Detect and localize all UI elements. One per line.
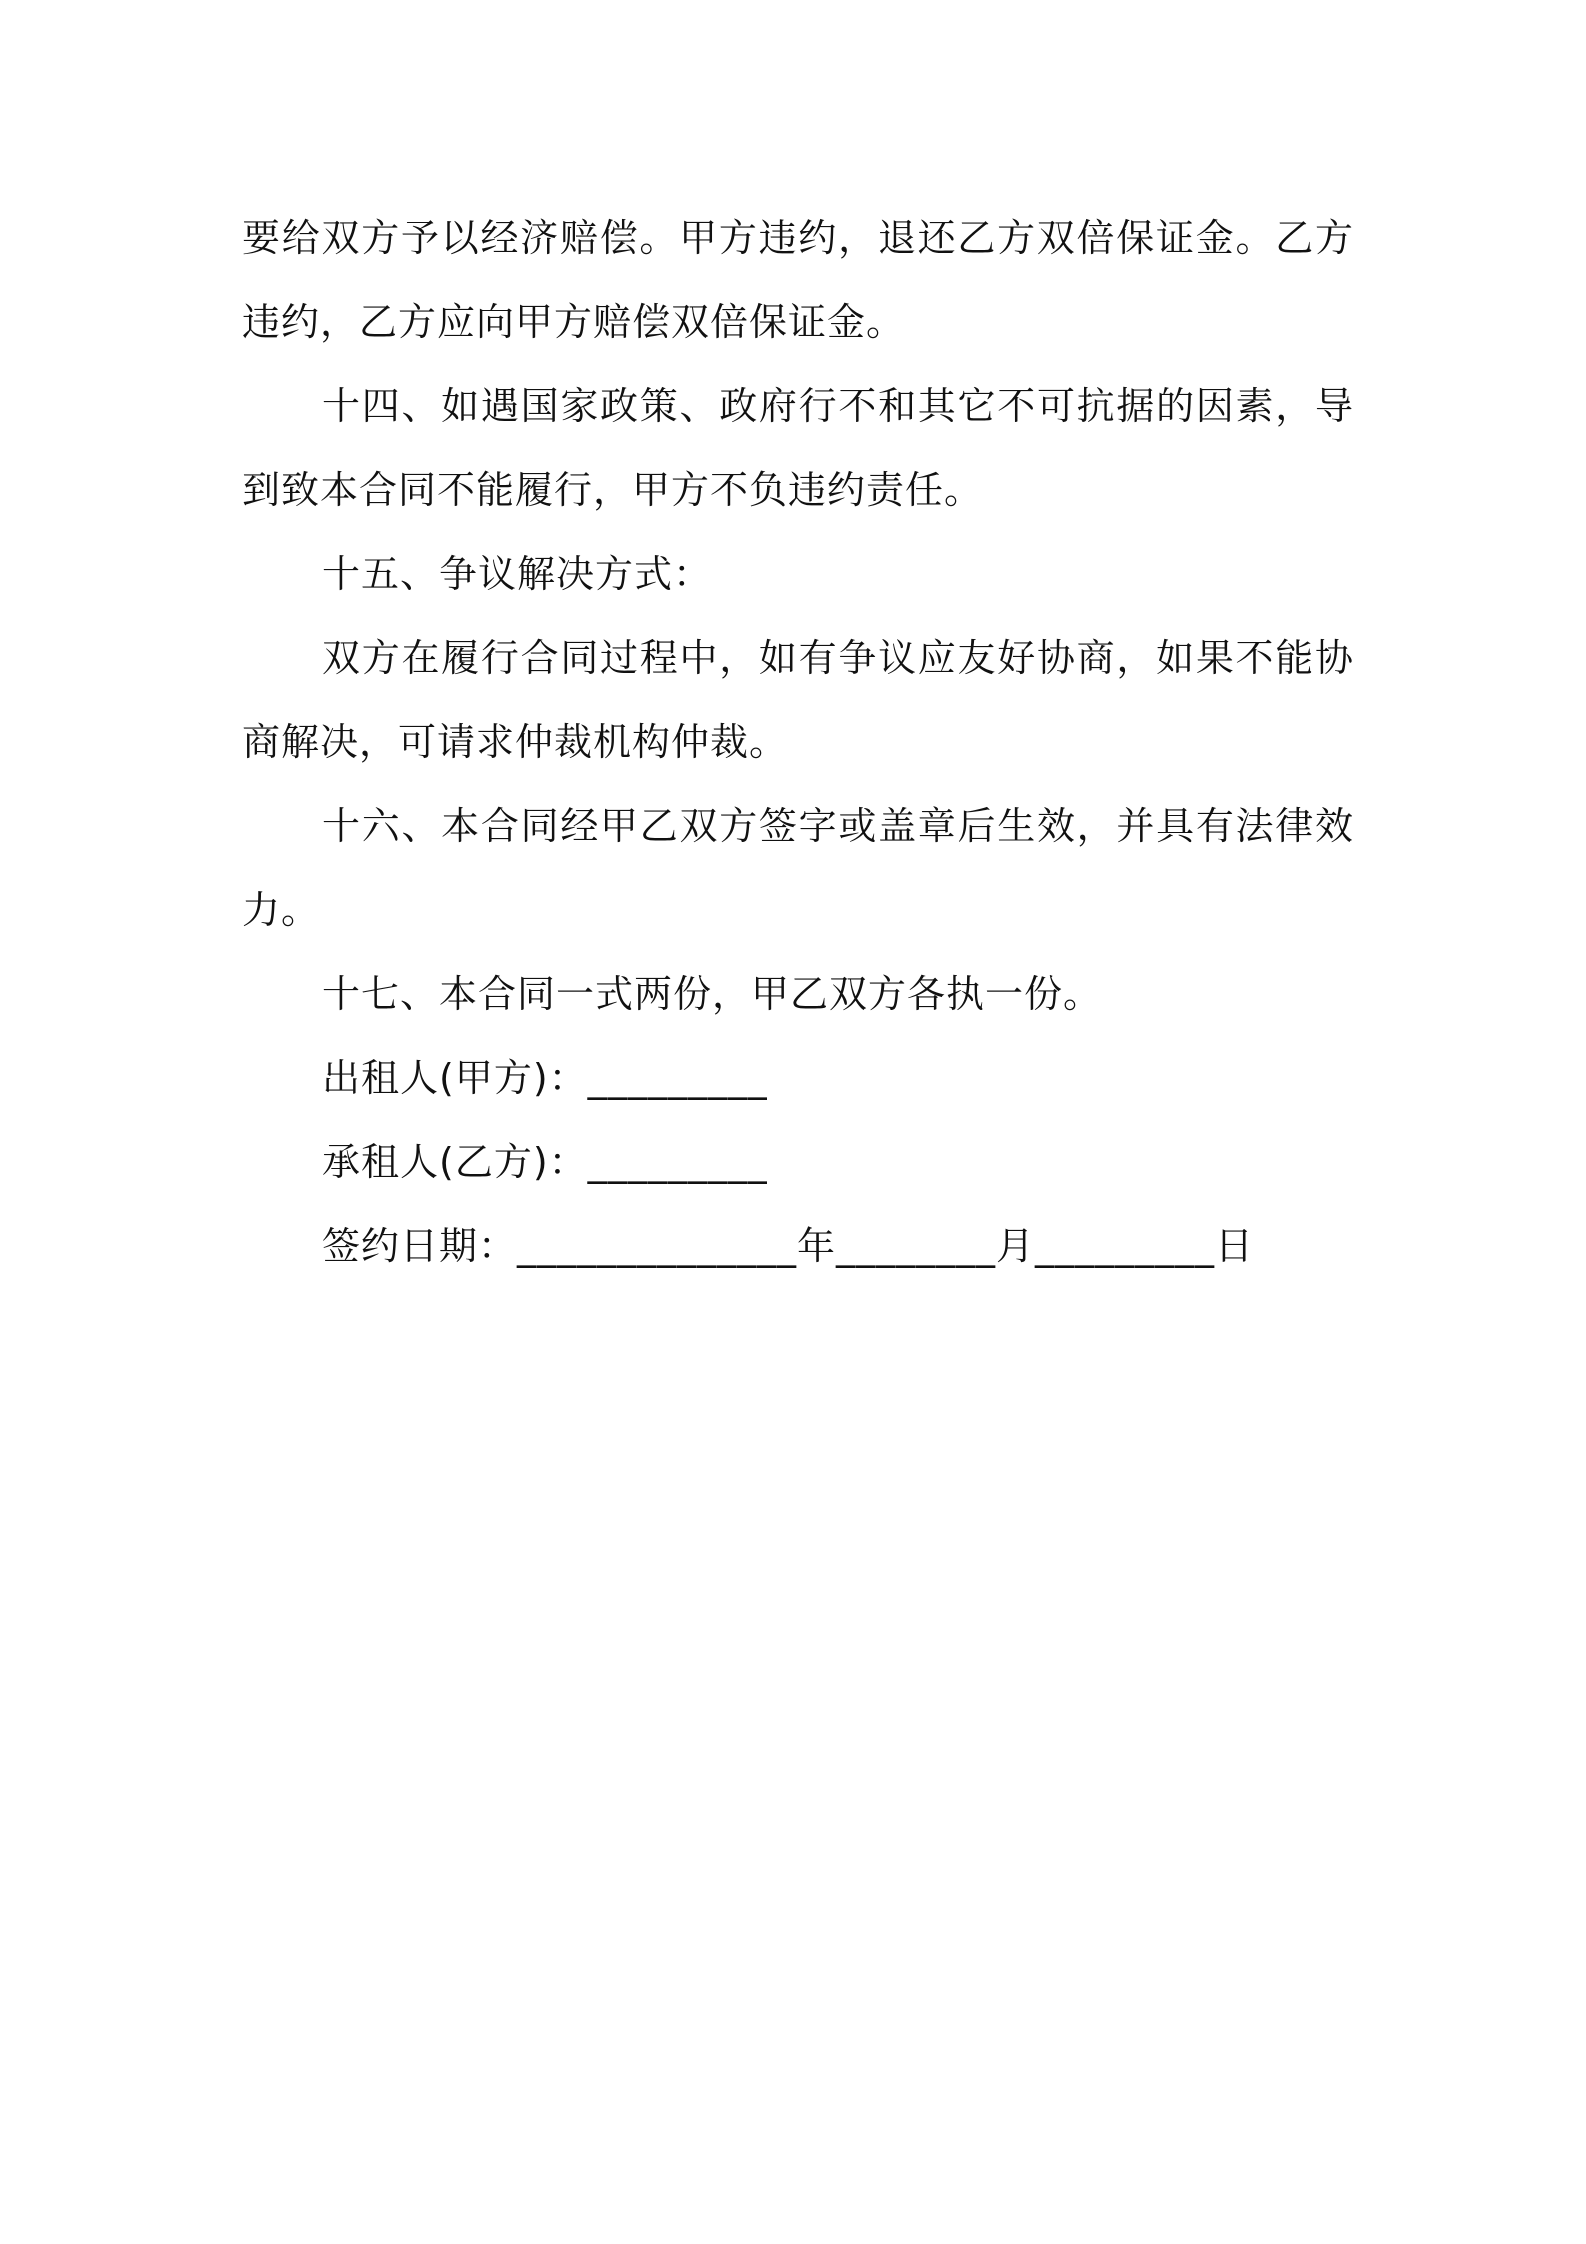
clause-15-title: 十五、争议解决方式： [322,552,713,596]
clause-17: 十七、本合同一式两份，甲乙双方各执一份。 [322,972,1103,1016]
clause-14: 十四、如遇国家政策、政府行不和其它不可抗据的因素，导到致本合同不能履行，甲方不负违约责任。 [242,384,1354,512]
clause-16: 十六、本合同经甲乙双方签字或盖章后生效，并具有法律效力。 [242,804,1354,932]
lessee-signature-line: 承租人(乙方)：_________ [322,1140,768,1184]
signing-date-line: 签约日期：______________年________月_________日 [322,1224,1255,1268]
clause-15-body: 双方在履行合同过程中，如有争议应友好协商，如果不能协商解决，可请求仲裁机构仲裁。 [242,636,1354,764]
document-body [242,196,1354,1288]
paragraph-continuation: 要给双方予以经济赔偿。甲方违约，退还乙方双倍保证金。乙方违约，乙方应向甲方赔偿双倍保证金。 [242,216,1354,344]
lessor-signature-line: 出租人(甲方)：_________ [322,1056,768,1100]
